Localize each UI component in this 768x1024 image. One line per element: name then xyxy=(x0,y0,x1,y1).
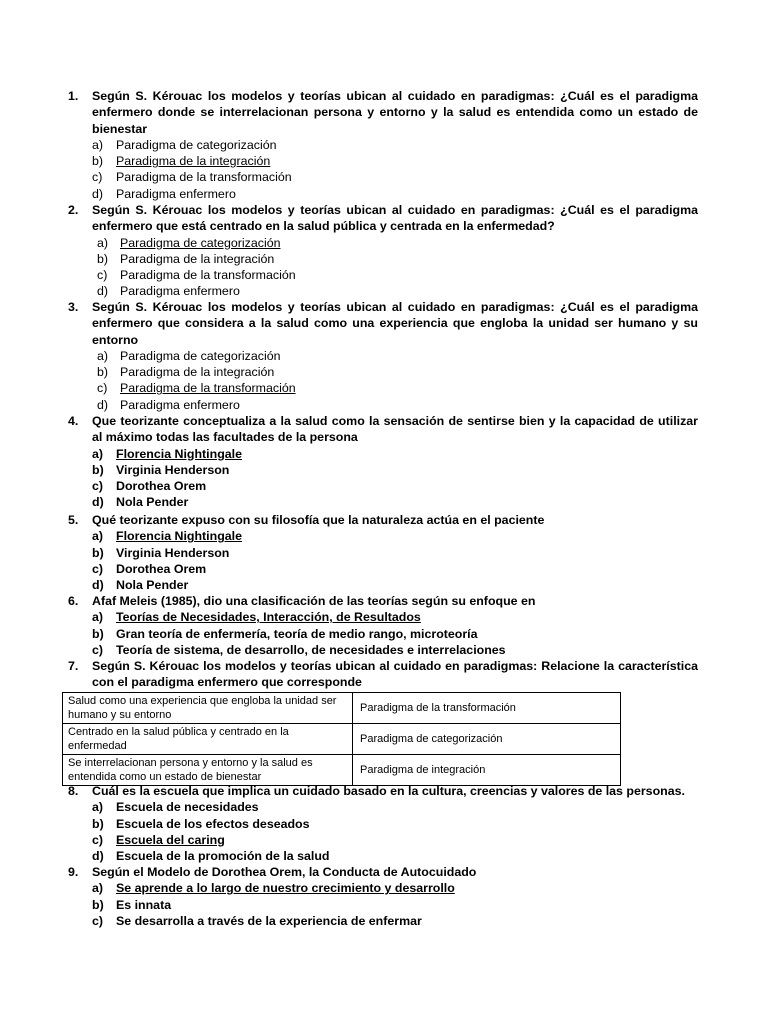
option-a: a) Escuela de necesidades xyxy=(92,800,259,815)
question-4 xyxy=(0,413,768,511)
table-cell-characteristic: Se interrelacionan persona y entorno y la salud es entendida como un estado de bienestar xyxy=(63,755,353,786)
question-number: 9. xyxy=(68,865,79,879)
option-c: c) Escuela del caring xyxy=(92,832,225,847)
option-c: c) Paradigma de la transformación xyxy=(97,381,296,396)
answer-underlined: Escuela del caring xyxy=(116,832,225,847)
option-a: a) Teorías de Necesidades, Interacción, de Resultados xyxy=(92,610,421,625)
option-b: b) Paradigma de la integración xyxy=(97,365,275,380)
question-7 xyxy=(0,658,768,691)
question-number: 1. xyxy=(68,89,79,103)
option-d: d) Nola Pender xyxy=(92,495,189,510)
option-b: b) Paradigma de la integración xyxy=(92,154,271,169)
matching-table xyxy=(62,692,621,786)
option-b: b) Virginia Henderson xyxy=(92,545,230,560)
option-c: c) Dorothea Orem xyxy=(92,561,207,576)
question-number: 4. xyxy=(68,414,79,428)
table-row xyxy=(63,755,621,786)
option-a: a) Se aprende a lo largo de nuestro crecimiento y desarrollo xyxy=(92,881,455,896)
question-text: 4. Que teorizante conceptualiza a la salud como la sensación de sentirse bien y la capacidad de utilizar al máximo todas las facultades de la persona xyxy=(68,414,698,445)
answer-underlined: Paradigma de la transformación xyxy=(120,381,296,396)
option-a: a) Paradigma de categorización xyxy=(92,137,277,152)
option-b: b) Virginia Henderson xyxy=(92,462,230,477)
option-a: a) Paradigma de categorización xyxy=(97,235,281,250)
question-text: 8. Cuál es la escuela que implica un cuidado basado en la cultura, creencias y valores de las personas. xyxy=(68,784,685,798)
option-a: a) Paradigma de categorización xyxy=(97,348,281,363)
option-c: c) Paradigma de la transformación xyxy=(97,268,296,283)
option-d: d) Paradigma enfermero xyxy=(97,397,240,412)
question-text: 5. Qué teorizante expuso con su filosofía que la naturaleza actúa en el paciente xyxy=(68,513,545,527)
option-b: b) Gran teoría de enfermería, teoría de medio rango, microteoría xyxy=(92,626,478,641)
table-cell-paradigm: Paradigma de integración xyxy=(353,755,621,786)
question-2 xyxy=(0,202,768,300)
table-cell-paradigm: Paradigma de categorización xyxy=(353,724,621,755)
question-text: 2. Según S. Kérouac los modelos y teorías ubican al cuidado en paradigmas: ¿Cuál es el paradigma enfermero que está centrado en la salud pública y centrada en la enfermedad? xyxy=(68,203,698,234)
question-number: 8. xyxy=(68,784,79,798)
answer-underlined: Teorías de Necesidades, Interacción, de Resultados xyxy=(116,610,421,625)
option-a: a) Florencia Nightingale xyxy=(92,529,242,544)
option-d: d) Paradigma enfermero xyxy=(92,186,236,201)
table-row xyxy=(63,693,621,724)
answer-underlined: Florencia Nightingale xyxy=(116,446,242,461)
question-5 xyxy=(0,512,768,593)
option-b: b) Es innata xyxy=(92,897,172,912)
option-d: d) Escuela de la promoción de la salud xyxy=(92,849,330,864)
table-row xyxy=(63,724,621,755)
option-a: a) Florencia Nightingale xyxy=(92,446,242,461)
question-number: 2. xyxy=(68,203,79,217)
option-c: c) Teoría de sistema, de desarrollo, de necesidades e interrelaciones xyxy=(92,642,506,657)
answer-underlined: Paradigma de categorización xyxy=(120,235,281,250)
question-text: 9. Según el Modelo de Dorothea Orem, la Conducta de Autocuidado xyxy=(68,865,477,879)
answer-underlined: Paradigma de la integración xyxy=(116,154,271,169)
question-text: 7. Según S. Kérouac los modelos y teorías ubican al cuidado en paradigmas: Relacione la característica con el paradigma enfermero que corresponde xyxy=(68,659,698,690)
question-1 xyxy=(0,88,768,202)
question-text: 3. Según S. Kérouac los modelos y teorías ubican al cuidado en paradigmas: ¿Cuál es el paradigma enfermero que considera a la salud como una experiencia que engloba la unidad ser humano y su entorno xyxy=(68,300,698,347)
question-text: 1. Según S. Kérouac los modelos y teorías ubican al cuidado en paradigmas: ¿Cuál es el paradigma enfermero donde se interrelacionan persona y entorno y la salud es entendida como un estado de bienestar xyxy=(68,89,698,136)
option-c: c) Paradigma de la transformación xyxy=(92,170,292,185)
table-cell-paradigm: Paradigma de la transformación xyxy=(353,693,621,724)
question-number: 3. xyxy=(68,300,79,314)
question-number: 7. xyxy=(68,659,79,673)
option-c: c) Se desarrolla a través de la experiencia de enfermar xyxy=(92,913,422,928)
question-6 xyxy=(0,593,768,658)
question-number: 5. xyxy=(68,513,79,527)
table-cell-characteristic: Centrado en la salud pública y centrado en la enfermedad xyxy=(63,724,353,755)
option-c: c) Dorothea Orem xyxy=(92,479,207,494)
question-number: 6. xyxy=(68,594,79,608)
option-b: b) Escuela de los efectos deseados xyxy=(92,816,310,831)
option-d: d) Paradigma enfermero xyxy=(97,284,240,299)
answer-underlined: Se aprende a lo largo de nuestro crecimiento y desarrollo xyxy=(116,881,455,896)
question-3 xyxy=(0,299,768,413)
question-9 xyxy=(0,864,768,929)
question-8 xyxy=(0,783,768,864)
table-cell-characteristic: Salud como una experiencia que engloba la unidad ser humano y su entorno xyxy=(63,693,353,724)
option-d: d) Nola Pender xyxy=(92,578,189,593)
answer-underlined: Florencia Nightingale xyxy=(116,529,242,544)
option-b: b) Paradigma de la integración xyxy=(97,251,275,266)
question-text: 6. Afaf Meleis (1985), dio una clasificación de las teorías según su enfoque en xyxy=(68,594,536,608)
